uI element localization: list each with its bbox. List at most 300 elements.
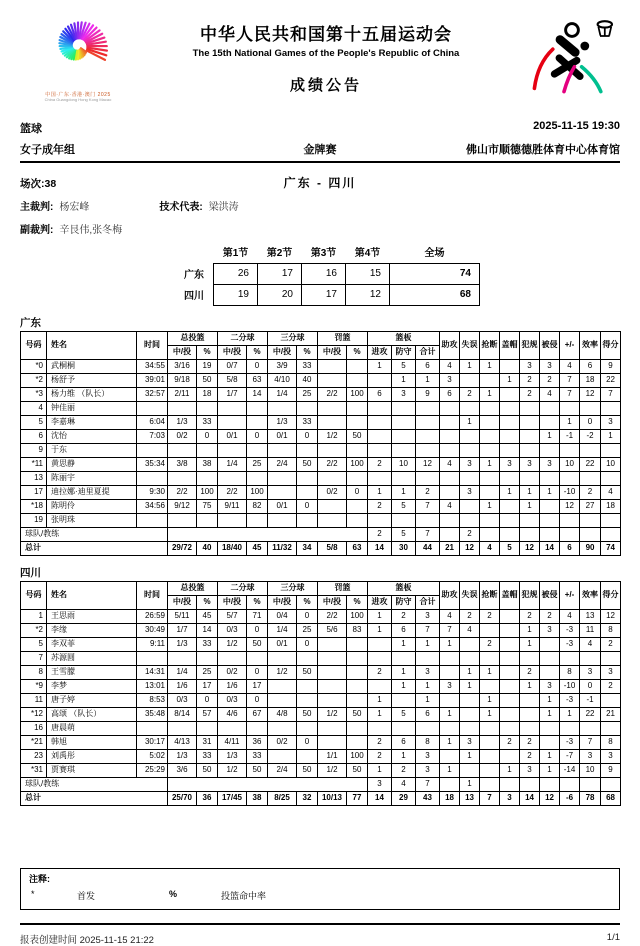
stat-cell: 2/2: [318, 387, 347, 401]
stat-cell: [480, 623, 500, 637]
minutes-played: 13:01: [137, 679, 168, 693]
stat-cell: 50: [297, 665, 318, 679]
stat-cell: 4/11: [218, 735, 247, 749]
player-row: [21, 721, 621, 735]
stat-cell: [297, 749, 318, 763]
basketball-pictogram: [516, 8, 620, 117]
stat-cell: 0: [247, 429, 268, 443]
stat-cell: 2: [392, 763, 416, 777]
player-row: [21, 387, 621, 401]
stat-cell: [500, 679, 520, 693]
minutes-played: [137, 401, 168, 415]
stat-cell: 12: [580, 387, 601, 401]
stat-cell: 3: [392, 387, 416, 401]
box-score-header: [21, 581, 621, 609]
stat-cell: 30: [392, 541, 416, 555]
stat-cell: 100: [347, 457, 368, 471]
stat-cell: 71: [247, 609, 268, 623]
col-pct: %: [297, 345, 318, 359]
col-dreb: 防守: [392, 595, 416, 609]
stat-cell: 1: [460, 415, 480, 429]
col-assists: 助攻: [440, 331, 460, 359]
stat-cell: 1/2: [318, 763, 347, 777]
stat-cell: 21: [440, 541, 460, 555]
stat-cell: 1/4: [268, 623, 297, 637]
stat-cell: 2/2: [318, 609, 347, 623]
stat-cell: [540, 513, 560, 527]
stat-cell: [268, 471, 297, 485]
quarter-score-table: [184, 243, 480, 306]
col-2pt: 二分球: [218, 331, 268, 345]
stat-cell: [268, 749, 297, 763]
col-pct: %: [197, 595, 218, 609]
stat-cell: 50: [347, 707, 368, 721]
stat-cell: [520, 721, 540, 735]
stat-cell: 100: [347, 387, 368, 401]
stat-cell: 0/1: [268, 637, 297, 651]
stat-cell: 82: [247, 499, 268, 513]
stat-cell: [368, 373, 392, 387]
stat-cell: [268, 513, 297, 527]
player-number: *21: [21, 735, 47, 749]
stat-cell: [560, 513, 580, 527]
stat-cell: 3: [540, 359, 560, 373]
stat-cell: 17: [197, 679, 218, 693]
stat-cell: 57: [197, 707, 218, 721]
stat-cell: [168, 777, 368, 791]
stat-cell: [460, 443, 480, 457]
stat-cell: [500, 499, 520, 513]
stat-cell: 1: [480, 707, 500, 721]
col-made-att: 中/投: [218, 345, 247, 359]
stat-cell: [318, 693, 347, 707]
stat-cell: 8: [416, 735, 440, 749]
player-row: [21, 373, 621, 387]
col-steals: 抢断: [480, 331, 500, 359]
stat-cell: 2: [601, 679, 621, 693]
col-blocks: 盖帽: [500, 331, 520, 359]
stat-cell: 13: [580, 609, 601, 623]
stat-cell: 0/3: [218, 623, 247, 637]
stat-cell: [268, 693, 297, 707]
stat-cell: [520, 707, 540, 721]
stat-cell: 1/6: [168, 679, 197, 693]
stat-cell: [168, 513, 197, 527]
stat-cell: [601, 527, 621, 541]
stat-cell: [460, 513, 480, 527]
stat-cell: [520, 651, 540, 665]
stat-cell: 0: [297, 637, 318, 651]
stat-cell: 4/13: [168, 735, 197, 749]
stat-cell: [197, 721, 218, 735]
stat-cell: [601, 693, 621, 707]
stat-cell: 3: [580, 665, 601, 679]
stat-cell: 45: [197, 609, 218, 623]
stat-cell: [318, 735, 347, 749]
stat-cell: [500, 513, 520, 527]
stat-cell: 3: [601, 749, 621, 763]
header-rule: [20, 161, 620, 163]
stat-cell: 38: [197, 457, 218, 471]
player-number: 23: [21, 749, 47, 763]
stat-cell: 4: [440, 457, 460, 471]
player-row: [21, 609, 621, 623]
stat-cell: 2: [368, 499, 392, 513]
stat-cell: 1/2: [268, 665, 297, 679]
stat-cell: 29/72: [168, 541, 197, 555]
col-made-att: 中/投: [168, 595, 197, 609]
notes-box: [20, 868, 620, 910]
stat-cell: [197, 651, 218, 665]
stat-cell: [540, 721, 560, 735]
stat-cell: 1: [392, 485, 416, 499]
minutes-played: 34:55: [137, 359, 168, 373]
team-name: 广东: [184, 270, 204, 281]
player-name: 武桐桐: [47, 359, 137, 373]
stat-cell: 50: [197, 373, 218, 387]
stat-cell: 100: [347, 749, 368, 763]
stat-cell: 0: [247, 665, 268, 679]
col-ft: 罚篮: [318, 331, 368, 345]
stat-cell: 6: [368, 387, 392, 401]
col-plusminus: +/-: [560, 581, 580, 609]
stat-cell: [347, 651, 368, 665]
minutes-played: 14:31: [137, 665, 168, 679]
stat-cell: [268, 443, 297, 457]
stat-cell: 1: [520, 679, 540, 693]
stat-cell: [460, 693, 480, 707]
stat-cell: [247, 721, 268, 735]
stat-cell: 50: [297, 707, 318, 721]
stat-cell: 4: [460, 623, 480, 637]
stat-cell: 50: [297, 457, 318, 471]
stat-cell: 3/8: [168, 457, 197, 471]
stat-cell: [480, 485, 500, 499]
stat-cell: [500, 527, 520, 541]
stat-cell: [540, 665, 560, 679]
stat-cell: 1: [416, 693, 440, 707]
stat-cell: [500, 387, 520, 401]
stat-cell: 3: [540, 679, 560, 693]
col-3pt: 三分球: [268, 581, 318, 595]
stat-cell: 4/6: [218, 707, 247, 721]
stat-cell: [392, 443, 416, 457]
stat-cell: 3: [601, 665, 621, 679]
minutes-played: 6:04: [137, 415, 168, 429]
player-row: [21, 623, 621, 637]
stat-cell: 8: [560, 665, 580, 679]
stat-cell: [520, 415, 540, 429]
col-number: 号码: [21, 581, 47, 609]
col-oreb: 进攻: [368, 595, 392, 609]
player-number: 4: [21, 401, 47, 415]
col-fouls: 犯规: [520, 331, 540, 359]
stat-cell: -1: [560, 429, 580, 443]
stat-cell: [440, 485, 460, 499]
stat-cell: 4: [440, 499, 460, 513]
player-row: [21, 429, 621, 443]
player-number: 6: [21, 429, 47, 443]
stat-cell: [460, 373, 480, 387]
player-name: 李双菲: [47, 637, 137, 651]
stat-cell: 18: [601, 499, 621, 513]
stat-cell: [480, 415, 500, 429]
stat-cell: 100: [247, 485, 268, 499]
stat-cell: 3: [460, 485, 480, 499]
col-time: 时间: [137, 581, 168, 609]
stat-cell: 9/18: [168, 373, 197, 387]
stat-cell: [168, 471, 197, 485]
stat-cell: 1: [416, 637, 440, 651]
stat-cell: [297, 443, 318, 457]
stat-cell: 1: [392, 637, 416, 651]
stat-cell: 7: [601, 387, 621, 401]
stat-cell: 8/14: [168, 707, 197, 721]
col-oreb: 进攻: [368, 345, 392, 359]
stat-cell: 1: [392, 373, 416, 387]
stat-cell: [500, 721, 520, 735]
stat-cell: [540, 401, 560, 415]
col-name: 姓名: [47, 581, 137, 609]
stat-cell: 0/1: [268, 429, 297, 443]
stat-cell: -6: [560, 791, 580, 805]
stat-cell: [520, 527, 540, 541]
stat-cell: [500, 401, 520, 415]
stat-cell: [500, 609, 520, 623]
stat-cell: [392, 471, 416, 485]
box-score-body-guangdong: [21, 359, 621, 555]
stat-cell: 7: [416, 777, 440, 791]
stat-cell: -7: [560, 749, 580, 763]
stat-cell: [247, 651, 268, 665]
stat-cell: 1: [368, 693, 392, 707]
stat-cell: [392, 401, 416, 415]
stat-cell: [347, 637, 368, 651]
minutes-played: [137, 651, 168, 665]
stat-cell: 1/7: [218, 387, 247, 401]
stat-cell: 27: [580, 499, 601, 513]
stat-cell: [368, 443, 392, 457]
col-pct: %: [347, 345, 368, 359]
col-treb: 合计: [416, 345, 440, 359]
team-coach-row: [21, 527, 621, 541]
col-pct: %: [247, 345, 268, 359]
stat-cell: [480, 735, 500, 749]
stat-cell: 50: [297, 763, 318, 777]
stat-cell: [480, 721, 500, 735]
stat-cell: [480, 527, 500, 541]
stat-cell: [197, 443, 218, 457]
stat-cell: 4: [440, 359, 460, 373]
stat-cell: [247, 471, 268, 485]
stat-cell: 1: [460, 359, 480, 373]
minutes-played: 39:01: [137, 373, 168, 387]
minutes-played: 26:59: [137, 609, 168, 623]
col-name: 姓名: [47, 331, 137, 359]
player-name: 刘禹彤: [47, 749, 137, 763]
stat-cell: [440, 415, 460, 429]
stat-cell: [197, 513, 218, 527]
col-rebounds: 篮板: [368, 581, 440, 595]
stat-cell: [540, 637, 560, 651]
fullgame-header: 全场: [424, 247, 445, 259]
stat-cell: 3: [580, 749, 601, 763]
player-row: [21, 679, 621, 693]
player-name: 沈怡: [47, 429, 137, 443]
stat-cell: 0/2: [268, 735, 297, 749]
stat-cell: 31: [197, 735, 218, 749]
stat-cell: 14: [540, 541, 560, 555]
datetime-label: 2025-11-15 19:30: [533, 120, 620, 132]
stat-cell: 3: [460, 735, 480, 749]
quarter-header-row: [184, 243, 480, 263]
col-fouled: 被侵: [540, 581, 560, 609]
stat-cell: [197, 401, 218, 415]
col-made-att: 中/投: [268, 345, 297, 359]
stat-cell: [297, 651, 318, 665]
stat-cell: 2: [520, 609, 540, 623]
stat-cell: 1/3: [168, 415, 197, 429]
stat-cell: 3: [416, 763, 440, 777]
player-number: 8: [21, 665, 47, 679]
stat-cell: -3: [560, 735, 580, 749]
stat-cell: [560, 471, 580, 485]
player-row: [21, 665, 621, 679]
stat-cell: [601, 513, 621, 527]
stat-cell: [297, 471, 318, 485]
player-row: [21, 637, 621, 651]
stat-cell: [580, 401, 601, 415]
stat-cell: 12: [540, 791, 560, 805]
stat-cell: [318, 665, 347, 679]
player-row: [21, 693, 621, 707]
stat-cell: 25: [247, 457, 268, 471]
stat-cell: 1: [540, 707, 560, 721]
stat-cell: 12: [560, 499, 580, 513]
stat-cell: 1: [392, 749, 416, 763]
stat-cell: [540, 735, 560, 749]
stat-cell: 7: [560, 373, 580, 387]
stat-cell: [440, 513, 460, 527]
report-created-time: 报表创建时间 2025-11-15 21:22: [20, 934, 154, 946]
stat-cell: 3: [540, 623, 560, 637]
stat-cell: 5/8: [318, 541, 347, 555]
stat-cell: [347, 513, 368, 527]
stat-cell: [500, 443, 520, 457]
stat-cell: 10: [601, 457, 621, 471]
stat-cell: 19: [197, 359, 218, 373]
stat-cell: 1: [560, 707, 580, 721]
stat-cell: [520, 513, 540, 527]
player-name: 唐晨萌: [47, 721, 137, 735]
stat-cell: [347, 401, 368, 415]
stat-cell: 10: [392, 457, 416, 471]
stat-cell: [347, 359, 368, 373]
stat-cell: 4: [540, 387, 560, 401]
stat-cell: [368, 415, 392, 429]
stat-cell: [368, 401, 392, 415]
stat-cell: 3: [368, 777, 392, 791]
player-number: 17: [21, 485, 47, 499]
stat-cell: [392, 721, 416, 735]
stat-cell: 4: [440, 609, 460, 623]
page-number: 1/1: [606, 931, 620, 943]
stat-cell: 83: [347, 623, 368, 637]
col-made-att: 中/投: [318, 345, 347, 359]
assistant-referee-label: 副裁判:: [20, 225, 54, 236]
stat-cell: 11: [580, 623, 601, 637]
stat-cell: -14: [560, 763, 580, 777]
col-pct: %: [197, 345, 218, 359]
stat-cell: -10: [560, 679, 580, 693]
stat-cell: [392, 513, 416, 527]
stat-cell: 7: [440, 623, 460, 637]
page-title-en: The 15th National Games of the People's Republic of China: [192, 48, 460, 59]
stat-cell: 2: [520, 735, 540, 749]
stat-cell: 5/7: [218, 609, 247, 623]
venue-label: 佛山市顺德德胜体育中心体育馆: [466, 144, 620, 156]
stat-cell: 9/12: [168, 499, 197, 513]
player-row: [21, 443, 621, 457]
stat-cell: [168, 401, 197, 415]
stat-cell: -3: [560, 693, 580, 707]
stat-cell: 14: [368, 541, 392, 555]
score-cell: 19: [214, 284, 258, 305]
totals-row: [21, 791, 621, 805]
stat-cell: [440, 749, 460, 763]
note-pct-symbol: %: [169, 888, 178, 899]
group-label: 女子成年组: [20, 144, 75, 156]
stat-cell: [500, 749, 520, 763]
stat-cell: 43: [416, 791, 440, 805]
stat-cell: [580, 527, 601, 541]
stat-cell: 44: [416, 541, 440, 555]
stat-cell: [318, 443, 347, 457]
stat-cell: [480, 443, 500, 457]
stat-cell: [392, 651, 416, 665]
player-name: 陈明伶: [47, 499, 137, 513]
stat-cell: 2/2: [218, 485, 247, 499]
stat-cell: [218, 401, 247, 415]
stat-cell: 9: [601, 763, 621, 777]
player-number: *3: [21, 387, 47, 401]
stat-cell: 10/13: [318, 791, 347, 805]
stat-cell: 12: [520, 541, 540, 555]
stat-cell: 1: [520, 637, 540, 651]
stat-cell: 8: [601, 735, 621, 749]
stat-cell: [318, 679, 347, 693]
section-label-guangdong: 广东: [20, 316, 41, 329]
score-cell: 16: [302, 263, 346, 284]
stat-cell: 0/7: [218, 359, 247, 373]
stat-cell: 18: [580, 373, 601, 387]
stat-cell: 18/40: [218, 541, 247, 555]
player-name: 杨力维 （队长）: [47, 387, 137, 401]
emblem-caption: 中国·广东·香港·澳门 2025: [45, 92, 111, 98]
stat-cell: 25: [197, 665, 218, 679]
col-pct: %: [347, 595, 368, 609]
player-name: 张明珠: [47, 513, 137, 527]
stat-cell: [601, 651, 621, 665]
stat-cell: [520, 471, 540, 485]
stat-cell: [580, 721, 601, 735]
stat-cell: 63: [347, 541, 368, 555]
stat-cell: 1: [560, 415, 580, 429]
minutes-played: 30:17: [137, 735, 168, 749]
stat-cell: [168, 721, 197, 735]
stat-cell: [460, 637, 480, 651]
stat-cell: 0: [347, 485, 368, 499]
